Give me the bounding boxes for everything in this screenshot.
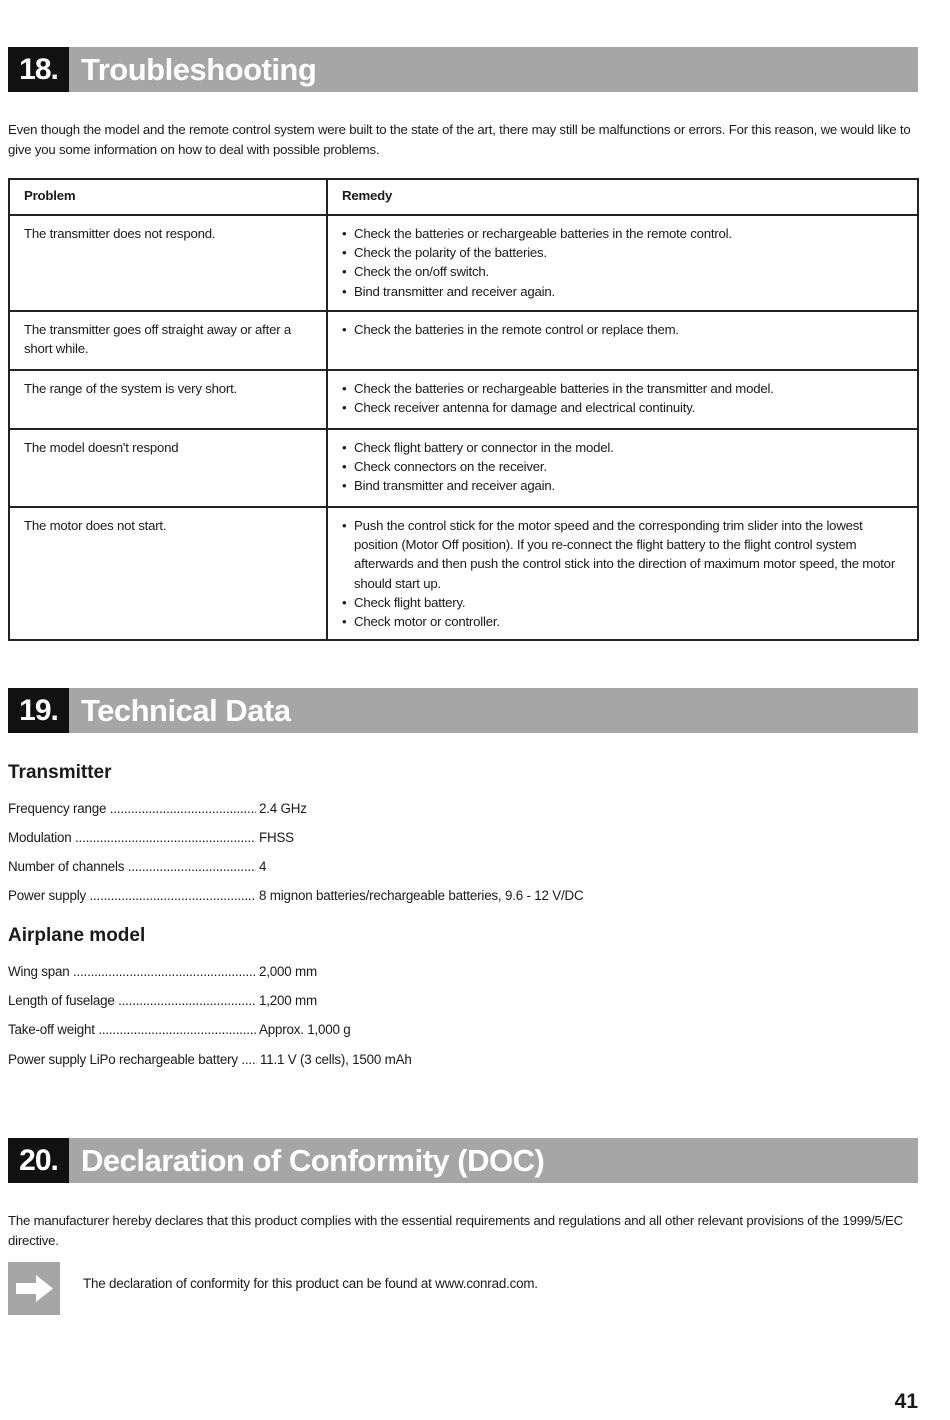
spec-label: Frequency range .....	[8, 799, 256, 819]
spec-value: Approx. 1,000 g	[259, 1022, 351, 1037]
conformity-text: The manufacturer hereby declares that this product complies with the essential requirements and regulations and all other relevant provisions of the 1999/5/EC directive.	[8, 1213, 903, 1248]
spec-row	[8, 799, 307, 819]
remedy-item: • Check flight battery.	[342, 593, 903, 612]
transmitter-heading: Transmitter	[8, 762, 112, 783]
section-number: 18.	[8, 47, 69, 92]
spec-label: Power supply LiPo rechargeable battery .....	[8, 1050, 257, 1070]
header-remedy: Remedy	[327, 179, 918, 215]
remedy-item: • Check the batteries or rechargeable batteries in the transmitter and model.	[342, 379, 903, 398]
remedy-cell	[327, 215, 918, 311]
section-header-troubleshooting	[8, 47, 918, 92]
header-problem: Problem	[9, 179, 327, 215]
problem-cell: The model doesn't respond	[9, 429, 327, 507]
spec-row	[8, 886, 584, 906]
spec-row	[8, 1020, 351, 1040]
remedy-cell	[327, 507, 918, 640]
remedy-item: • Bind transmitter and receiver again.	[342, 282, 903, 301]
spec-label: Modulation .....	[8, 828, 256, 848]
spec-row	[8, 828, 294, 848]
table-row	[9, 215, 918, 311]
remedy-item: • Check receiver antenna for damage and electrical continuity.	[342, 398, 903, 417]
spec-label: Wing span .....	[8, 962, 256, 982]
spec-label: Length of fuselage .....	[8, 991, 256, 1011]
remedy-item: • Push the control stick for the motor speed and the corresponding trim slider into the lowest position (Motor Off position). If you re-connect the flight battery to the flight control system afterwards and then push the control stick into the direction of maximum motor speed, the motor should start up.	[342, 516, 903, 593]
problem-cell: The motor does not start.	[9, 507, 327, 640]
airplane-heading: Airplane model	[8, 925, 146, 946]
troubleshooting-intro: Even though the model and the remote control system were built to the state of the art, there may still be malfunctions or errors. For this reason, we would like to give you some information on how to deal with possible problems.	[8, 122, 911, 157]
remedy-item: • Check the batteries in the remote control or replace them.	[342, 320, 903, 339]
spec-value: 11.1 V (3 cells), 1500 mAh	[260, 1052, 412, 1067]
section-header-conformity	[8, 1138, 918, 1183]
page-number: 41	[894, 1390, 918, 1413]
spec-value: 1,200 mm	[259, 993, 317, 1008]
section-title: Declaration of Conformity (DOC)	[81, 1142, 545, 1178]
conformity-note: The declaration of conformity for this product can be found at www.conrad.com.	[83, 1276, 538, 1291]
table-row	[9, 507, 918, 640]
table-row	[9, 311, 918, 370]
spec-label: Number of channels .....	[8, 857, 256, 877]
table-row	[9, 429, 918, 507]
spec-value: 8 mignon batteries/rechargeable batteries, 9.6 - 12 V/DC	[259, 888, 584, 903]
remedy-item: • Check connectors on the receiver.	[342, 457, 903, 476]
table-header-row	[9, 179, 918, 215]
section-title: Technical Data	[81, 692, 291, 728]
remedy-item: • Check motor or controller.	[342, 612, 903, 631]
spec-value: 2,000 mm	[259, 964, 317, 979]
remedy-item: • Check the batteries or rechargeable batteries in the remote control.	[342, 224, 903, 243]
spec-row	[8, 962, 317, 982]
remedy-item: • Check the polarity of the batteries.	[342, 243, 903, 262]
section-header-technical-data	[8, 688, 918, 733]
remedy-cell	[327, 311, 918, 370]
spec-row	[8, 1050, 412, 1070]
problem-cell: The transmitter goes off straight away or after a short while.	[9, 311, 327, 370]
table-row	[9, 370, 918, 429]
remedy-cell	[327, 370, 918, 429]
remedy-item: • Check flight battery or connector in the model.	[342, 438, 903, 457]
remedy-cell	[327, 429, 918, 507]
spec-row	[8, 991, 317, 1011]
section-title: Troubleshooting	[81, 51, 317, 87]
spec-label: Power supply .....	[8, 886, 256, 906]
spec-value: 4	[259, 859, 267, 874]
remedy-item: • Check the on/off switch.	[342, 262, 903, 281]
spec-label: Take-off weight .....	[8, 1020, 256, 1040]
troubleshooting-table	[8, 178, 919, 641]
section-number: 20.	[8, 1138, 69, 1183]
spec-row	[8, 857, 266, 877]
spec-value: FHSS	[259, 830, 294, 845]
remedy-item: • Bind transmitter and receiver again.	[342, 476, 903, 495]
problem-cell: The transmitter does not respond.	[9, 215, 327, 311]
spec-value: 2.4 GHz	[259, 801, 307, 816]
arrow-right-icon	[8, 1262, 60, 1315]
problem-cell: The range of the system is very short.	[9, 370, 327, 429]
section-number: 19.	[8, 688, 69, 733]
